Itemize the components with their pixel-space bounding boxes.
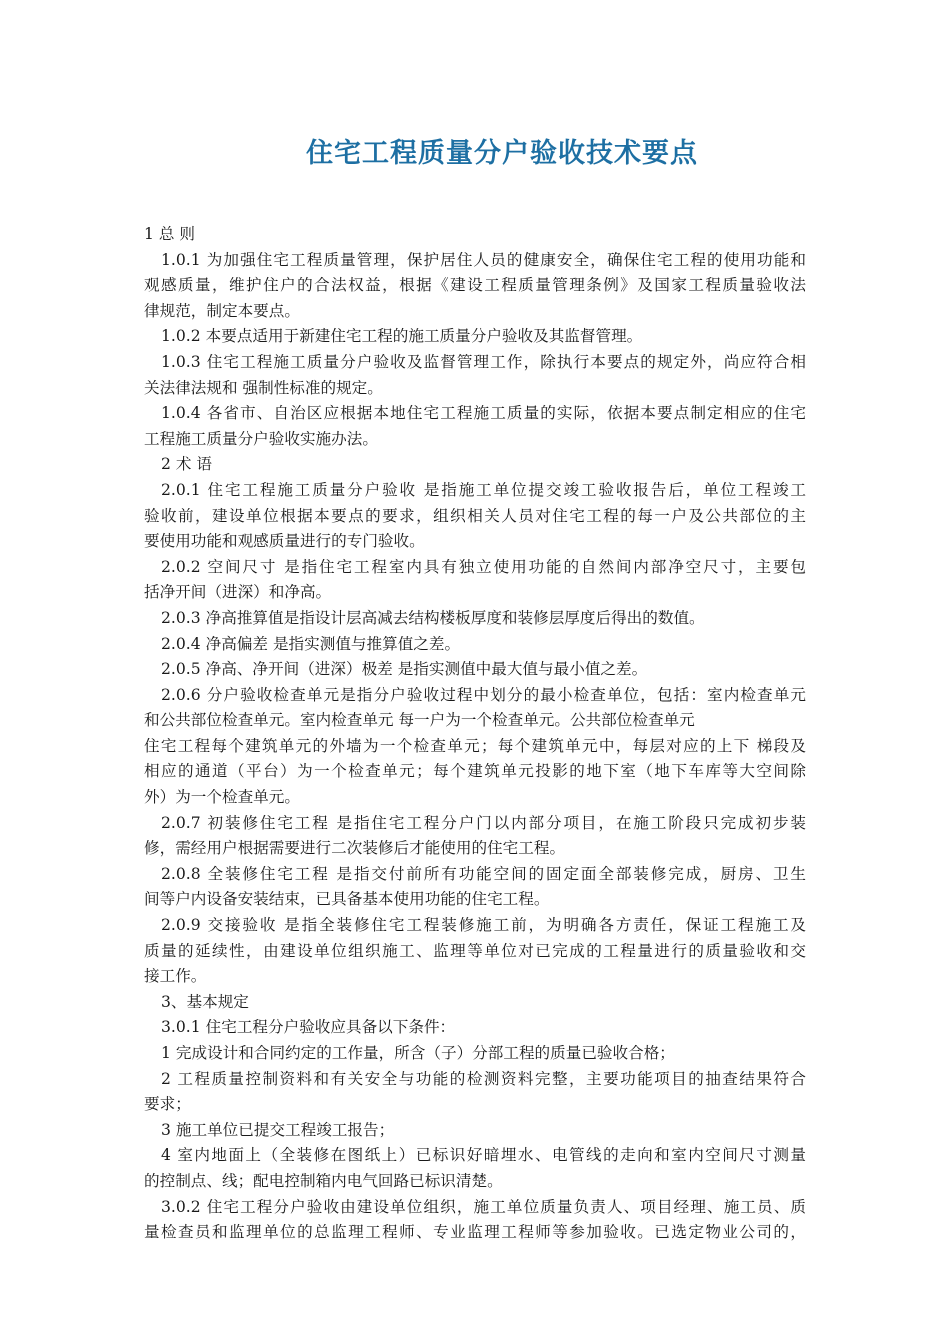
text-line: 质量的延续性，由建设单位组织施工、监理等单位对已完成的工程量进行的质量验收和交 xyxy=(144,941,806,960)
text-line: 4 室内地面上（全装修在图纸上）已标识好暗埋水、电管线的走向和室内空间尺寸测量 xyxy=(161,1146,806,1165)
text-line: 1 完成设计和合同约定的工作量，所含（子）分部工程的质量已验收合格； xyxy=(161,1044,675,1062)
document-body xyxy=(144,222,806,1246)
text-line: 2 工程质量控制资料和有关安全与功能的检测资料完整，主要功能项目的抽查结果符合 xyxy=(161,1069,806,1088)
text-line: 2.0.9 交接验收 是指全装修住宅工程装修施工前，为明确各方责任，保证工程施工及 xyxy=(161,916,806,935)
text-line: 和公共部位检查单元。室内检查单元 每一户为一个检查单元。公共部位检查单元 xyxy=(144,711,695,730)
document-title: 住宅工程质量分户验收技术要点 xyxy=(306,138,698,169)
text-line: 1.0.3 住宅工程施工质量分户验收及监督管理工作，除执行本要点的规定外，尚应符合相 xyxy=(161,352,806,371)
text-line: 2.0.1 住宅工程施工质量分户验收 是指施工单位提交竣工验收报告后，单位工程竣工 xyxy=(161,480,806,499)
text-line: 工程施工质量分户验收实施办法。 xyxy=(144,429,378,448)
text-line: 观感质量，维护住户的合法权益，根据《建设工程质量管理条例》及国家工程质量验收法 xyxy=(144,276,806,295)
text-line: 2.0.6 分户验收检查单元是指分户验收过程中划分的最小检查单位，包括：室内检查单元 xyxy=(161,685,806,704)
text-line: 律规范，制定本要点。 xyxy=(144,301,300,320)
text-line: 量检查员和监理单位的总监理工程师、专业监理工程师等参加验收。已选定物业公司的， xyxy=(144,1223,806,1242)
text-line: 1.0.1 为加强住宅工程质量管理，保护居住人员的健康安全，确保住宅工程的使用功能和 xyxy=(161,250,806,269)
text-line: 验收前，建设单位根据本要点的要求，组织相关人员对住宅工程的每一户及公共部位的主 xyxy=(144,506,806,525)
text-line: 2.0.4 净高偏差 是指实测值与推算值之差。 xyxy=(161,634,461,653)
text-line: 要求； xyxy=(144,1095,191,1114)
text-line: 2.0.5 净高、净开间（进深）极差 是指实测值中最大值与最小值之差。 xyxy=(161,660,648,679)
text-line: 的控制点、线；配电控制箱内电气回路已标识清楚。 xyxy=(144,1171,503,1190)
text-line: 2.0.3 净高推算值是指设计层高减去结构楼板厚度和装修层厚度后得出的数值。 xyxy=(161,608,705,627)
text-line: 要使用功能和观感质量进行的专门验收。 xyxy=(144,532,425,551)
text-line: 接工作。 xyxy=(144,967,207,986)
text-line: 2.0.8 全装修住宅工程 是指交付前所有功能空间的固定面全部装修完成，厨房、卫生 xyxy=(161,864,806,883)
text-line: 1 总 则 xyxy=(144,225,196,243)
text-line: 住宅工程每个建筑单元的外墙为一个检查单元；每个建筑单元中，每层对应的上下 梯段及 xyxy=(144,736,806,755)
text-line: 外）为一个检查单元。 xyxy=(144,788,300,807)
text-line: 括净开间（进深）和净高。 xyxy=(144,583,332,602)
text-line: 1.0.4 各省市、自治区应根据本地住宅工程施工质量的实际，依据本要点制定相应的住宅 xyxy=(161,404,806,423)
text-line: 3.0.2 住宅工程分户验收由建设单位组织，施工单位质量负责人、项目经理、施工员、质 xyxy=(161,1197,806,1216)
text-line: 1.0.2 本要点适用于新建住宅工程的施工质量分户验收及其监督管理。 xyxy=(161,327,643,346)
text-line: 相应的通道（平台）为一个检查单元；每个建筑单元投影的地下室（地下车库等大空间除 xyxy=(144,762,806,781)
text-line: 修，需经用户根据需要进行二次装修后才能使用的住宅工程。 xyxy=(144,839,566,858)
text-line: 3 施工单位已提交工程竣工报告； xyxy=(161,1120,395,1139)
text-line: 2.0.7 初装修住宅工程 是指住宅工程分户门以内部分项目，在施工阶段只完成初步装 xyxy=(161,813,806,832)
text-line: 关法律法规和 强制性标准的规定。 xyxy=(144,378,383,397)
text-line: 2 术 语 xyxy=(161,455,213,474)
text-line: 3.0.1 住宅工程分户验收应具备以下条件： xyxy=(161,1018,456,1037)
text-line: 2.0.2 空间尺寸 是指住宅工程室内具有独立使用功能的自然间内部净空尺寸，主要包 xyxy=(161,557,806,576)
text-line: 3、基本规定 xyxy=(161,992,249,1011)
text-line: 间等户内设备安装结束，已具备基本使用功能的住宅工程。 xyxy=(144,890,550,909)
